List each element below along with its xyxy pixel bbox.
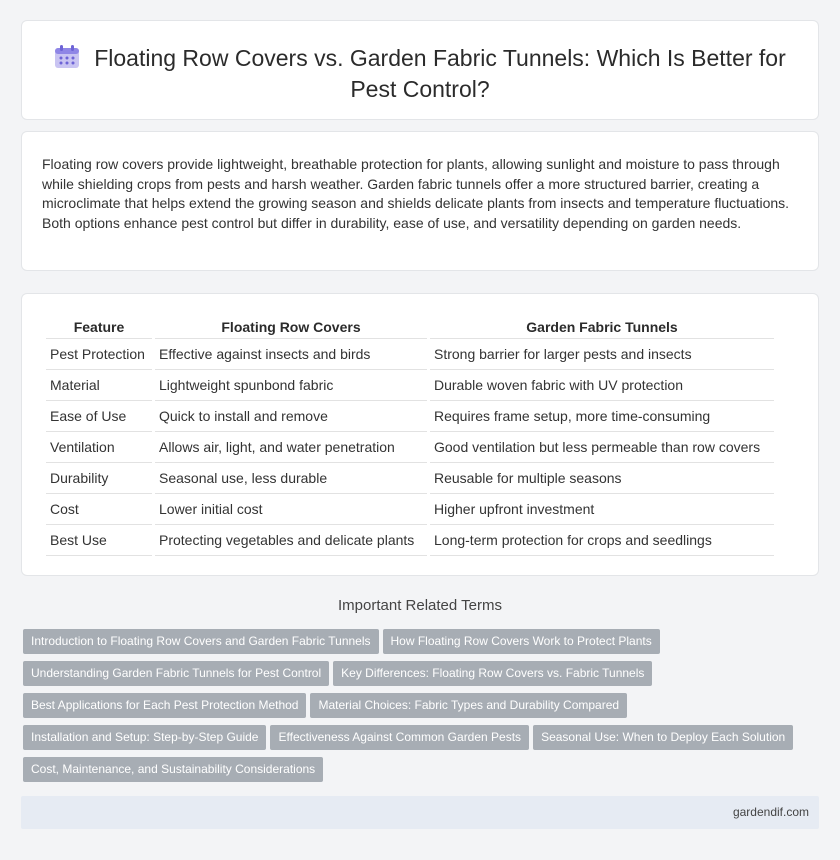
table-cell: Strong barrier for larger pests and insects: [430, 339, 774, 370]
table-cell: Material: [46, 370, 152, 401]
table-row: [46, 339, 774, 370]
table-cell: Quick to install and remove: [155, 401, 427, 432]
header-floating-row-covers: Floating Row Covers: [155, 316, 427, 339]
intro-paragraph: Floating row covers provide lightweight, breathable protection for plants, allowing sunlight and moisture to pass through while shielding crops from pests and harsh weather. Garden fabric tunnels offer a more structured barrier, creating a microclimate that helps extend the growing season and shields delicate plants from insects and temperature fluctuations. Both options enhance pest control but differ in durability, ease of use, and versatility depending on garden needs.: [42, 156, 790, 231]
table-cell: Reusable for multiple seasons: [430, 463, 774, 494]
term-tag[interactable]: Cost, Maintenance, and Sustainability Considerations: [23, 757, 323, 782]
term-tag[interactable]: Introduction to Floating Row Covers and Garden Fabric Tunnels: [23, 629, 379, 654]
calendar-icon: [54, 45, 80, 69]
comparison-table-card: [21, 293, 819, 576]
header-feature: Feature: [46, 316, 152, 339]
comparison-table: [43, 316, 777, 556]
table-row: [46, 432, 774, 463]
term-tag[interactable]: How Floating Row Covers Work to Protect Plants: [383, 629, 660, 654]
table-row: [46, 370, 774, 401]
term-tag[interactable]: Effectiveness Against Common Garden Pests: [270, 725, 529, 750]
table-cell: Lower initial cost: [155, 494, 427, 525]
table-cell: Allows air, light, and water penetration: [155, 432, 427, 463]
table-cell: Protecting vegetables and delicate plants: [155, 525, 427, 556]
table-cell: Effective against insects and birds: [155, 339, 427, 370]
table-cell: Durable woven fabric with UV protection: [430, 370, 774, 401]
footer-site-link[interactable]: gardendif.com: [732, 805, 809, 819]
table-cell: Seasonal use, less durable: [155, 463, 427, 494]
term-tag[interactable]: Understanding Garden Fabric Tunnels for Pest Control: [23, 661, 329, 686]
table-cell: Cost: [46, 494, 152, 525]
table-cell: Requires frame setup, more time-consuming: [430, 401, 774, 432]
intro-card: [21, 131, 819, 271]
page-title-text: Floating Row Covers vs. Garden Fabric Tunnels: Which Is Better for Pest Control?: [94, 45, 786, 102]
related-terms-list: [23, 629, 823, 789]
term-tag[interactable]: Installation and Setup: Step-by-Step Guide: [23, 725, 266, 750]
table-cell: Ventilation: [46, 432, 152, 463]
term-tag[interactable]: Key Differences: Floating Row Covers vs. Fabric Tunnels: [333, 661, 652, 686]
page-title: [52, 43, 788, 105]
table-row: [46, 525, 774, 556]
term-tag[interactable]: Best Applications for Each Pest Protection Method: [23, 693, 306, 718]
term-tag[interactable]: Seasonal Use: When to Deploy Each Solution: [533, 725, 793, 750]
table-cell: Long-term protection for crops and seedlings: [430, 525, 774, 556]
table-cell: Higher upfront investment: [430, 494, 774, 525]
header-garden-fabric-tunnels: Garden Fabric Tunnels: [430, 316, 774, 339]
table-cell: Ease of Use: [46, 401, 152, 432]
table-cell: Good ventilation but less permeable than row covers: [430, 432, 774, 463]
footer-bar: [21, 796, 819, 829]
table-cell: Best Use: [46, 525, 152, 556]
table-cell: Lightweight spunbond fabric: [155, 370, 427, 401]
table-cell: Pest Protection: [46, 339, 152, 370]
table-row: [46, 401, 774, 432]
table-cell: Durability: [46, 463, 152, 494]
table-row: [46, 494, 774, 525]
table-header-row: [46, 316, 774, 339]
table-row: [46, 463, 774, 494]
title-card: [21, 20, 819, 120]
related-terms-heading: Important Related Terms: [338, 597, 502, 614]
term-tag[interactable]: Material Choices: Fabric Types and Durability Compared: [310, 693, 627, 718]
